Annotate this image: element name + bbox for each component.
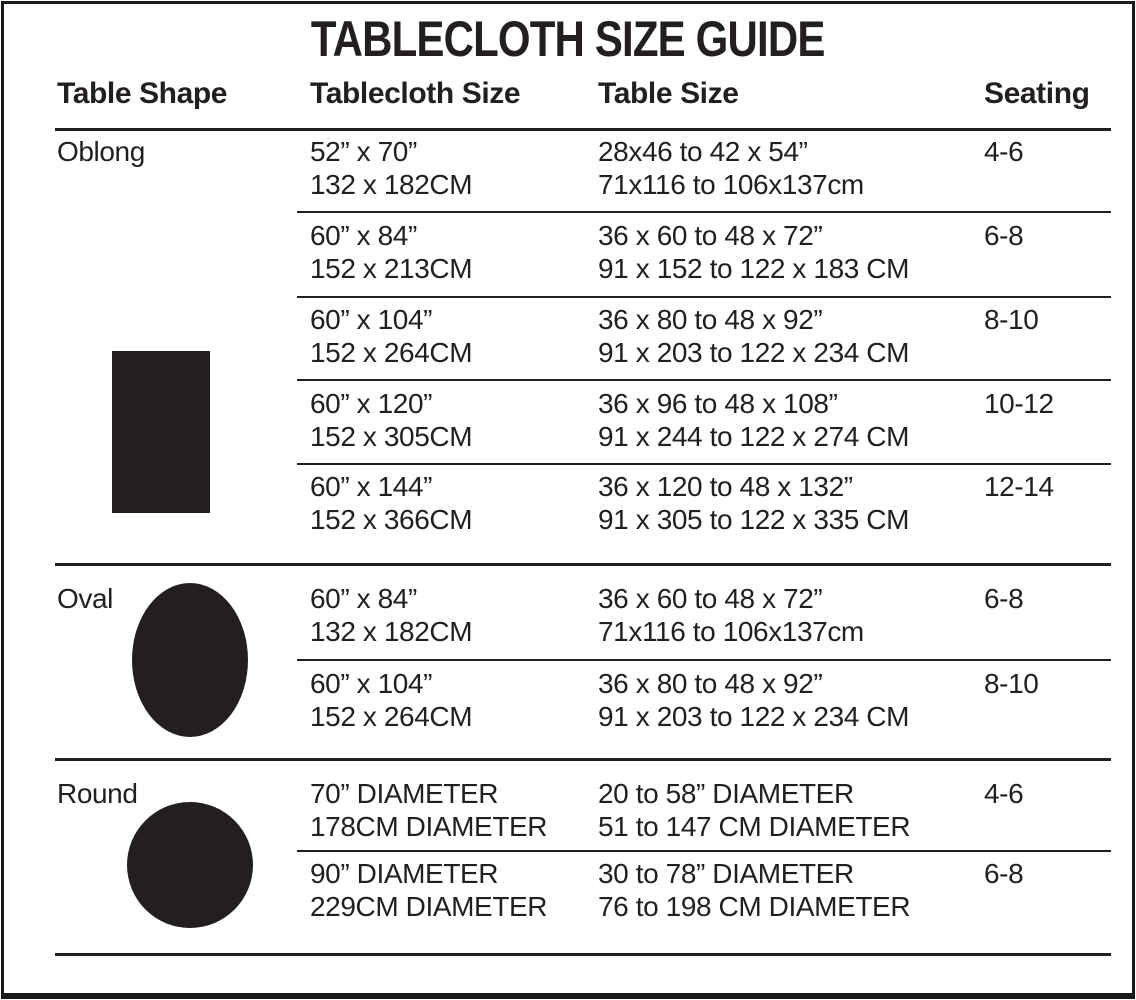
tablecloth-size-cell: 60” x 104” 152 x 264CM <box>310 668 473 732</box>
seating-cell: 4-6 <box>984 778 1024 809</box>
column-header-table-size: Table Size <box>598 77 739 110</box>
table-size-cell: 36 x 60 to 48 x 72” 91 x 152 to 122 x 183 CM <box>598 220 910 284</box>
table-size-cell: 36 x 96 to 48 x 108” 91 x 244 to 122 x 274 CM <box>598 388 910 452</box>
row-divider <box>297 463 1111 465</box>
seating-cell: 6-8 <box>984 220 1024 251</box>
table-row <box>0 470 1136 536</box>
seating-cell: 8-10 <box>984 304 1039 335</box>
shape-label-round: Round <box>57 778 138 809</box>
tablecloth-size-cell: 60” x 104” 152 x 264CM <box>310 304 473 368</box>
column-header-table-shape: Table Shape <box>57 77 228 110</box>
tablecloth-size-cell: 90” DIAMETER 229CM DIAMETER <box>310 858 548 922</box>
table-row <box>0 667 1136 733</box>
table-size-cell: 36 x 60 to 48 x 72” 71x116 to 106x137cm <box>598 583 864 647</box>
page-title: TABLECLOTH SIZE GUIDE <box>311 11 825 67</box>
tablecloth-size-cell: 60” x 120” 152 x 305CM <box>310 388 473 452</box>
tablecloth-size-cell: 60” x 84” 132 x 182CM <box>310 583 473 647</box>
table-row <box>0 219 1136 285</box>
seating-cell: 12-14 <box>984 471 1054 502</box>
table-size-cell: 36 x 80 to 48 x 92” 91 x 203 to 122 x 234 CM <box>598 668 910 732</box>
row-divider <box>297 659 1111 661</box>
table-size-cell: 28x46 to 42 x 54” 71x116 to 106x137cm <box>598 136 864 200</box>
seating-cell: 6-8 <box>984 858 1024 889</box>
seating-cell: 8-10 <box>984 668 1039 699</box>
row-divider <box>297 296 1111 298</box>
table-size-cell: 30 to 78” DIAMETER 76 to 198 CM DIAMETER <box>598 858 911 922</box>
table-header <box>0 76 1136 112</box>
table-row <box>0 777 1136 843</box>
bottom-divider <box>55 953 1111 956</box>
seating-cell: 10-12 <box>984 388 1054 419</box>
section-divider <box>55 758 1111 761</box>
shape-label-oval: Oval <box>57 583 113 614</box>
column-header-tablecloth-size: Tablecloth Size <box>310 77 521 110</box>
table-size-cell: 36 x 80 to 48 x 92” 91 x 203 to 122 x 234 CM <box>598 304 910 368</box>
seating-cell: 4-6 <box>984 136 1024 167</box>
table-row <box>0 857 1136 923</box>
table-row <box>0 303 1136 369</box>
table-row <box>0 387 1136 453</box>
row-divider <box>297 850 1111 852</box>
seating-cell: 6-8 <box>984 583 1024 614</box>
table-row <box>0 135 1136 201</box>
tablecloth-size-cell: 60” x 84” 152 x 213CM <box>310 220 473 284</box>
tablecloth-size-cell: 52” x 70” 132 x 182CM <box>310 136 473 200</box>
column-header-seating: Seating <box>984 77 1090 110</box>
title-bar <box>0 10 1136 68</box>
row-divider <box>297 379 1111 381</box>
row-divider <box>297 211 1111 213</box>
shape-label-oblong: Oblong <box>57 136 145 167</box>
table-row <box>0 582 1136 648</box>
section-divider <box>55 563 1111 566</box>
table-size-cell: 36 x 120 to 48 x 132” 91 x 305 to 122 x 335 CM <box>598 471 910 535</box>
table-size-cell: 20 to 58” DIAMETER 51 to 147 CM DIAMETER <box>598 778 911 842</box>
header-underline <box>55 128 1111 131</box>
tablecloth-size-cell: 60” x 144” 152 x 366CM <box>310 471 473 535</box>
tablecloth-size-cell: 70” DIAMETER 178CM DIAMETER <box>310 778 548 842</box>
